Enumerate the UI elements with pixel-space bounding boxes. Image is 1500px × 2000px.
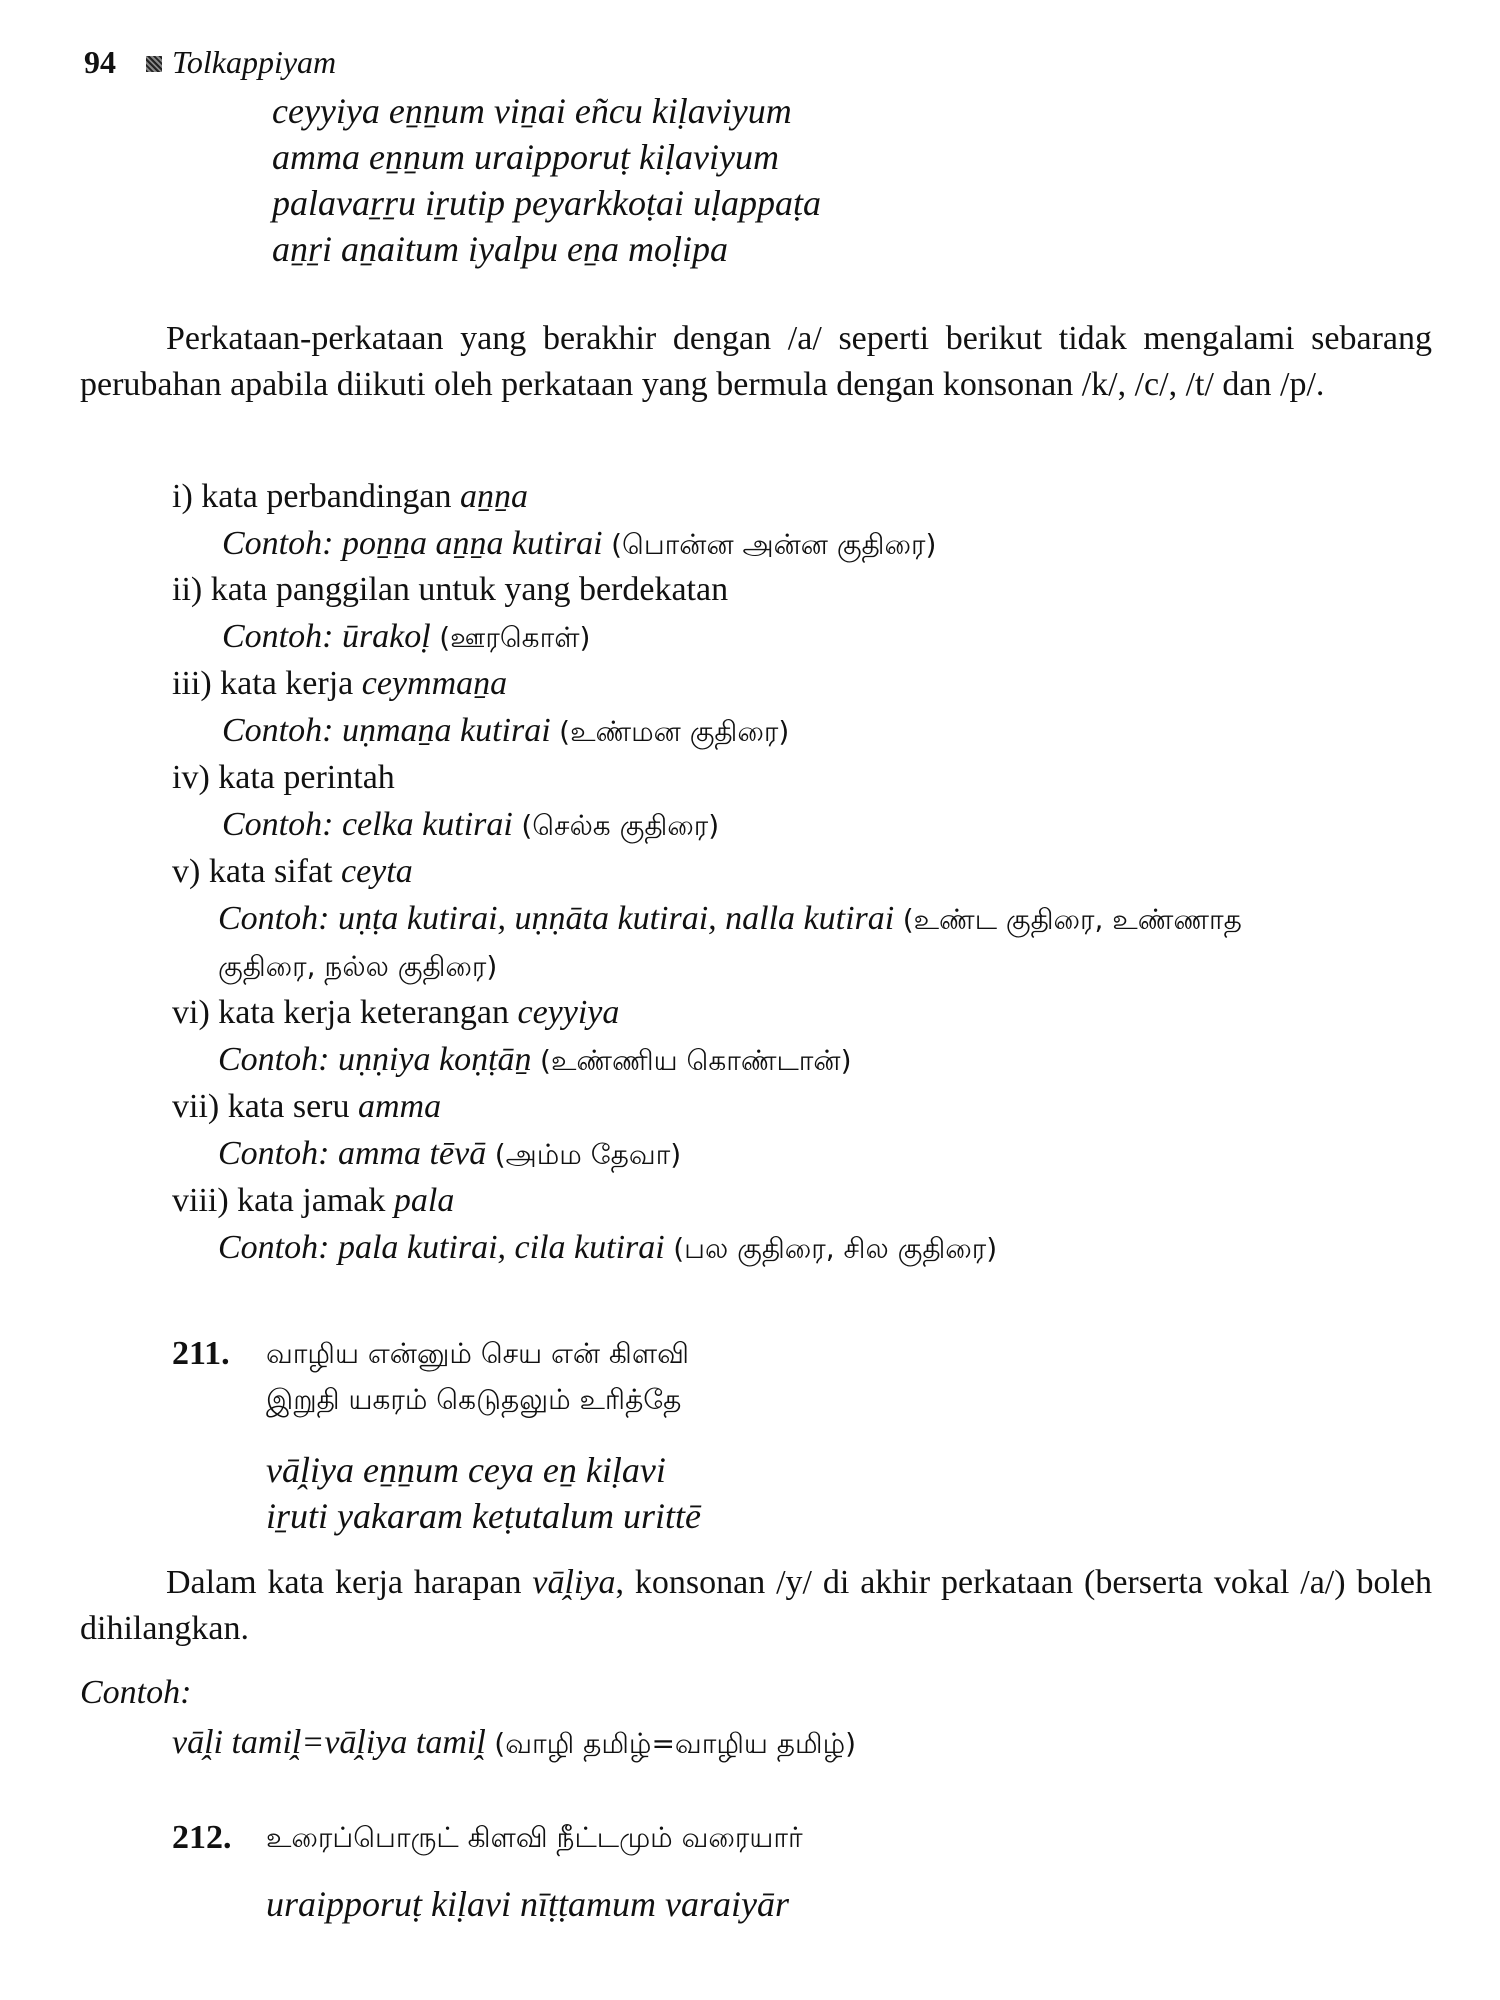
example-translit: uṇṇiya koṇṭāṉ [337,1041,532,1078]
list-item [172,474,528,520]
example-tamil: (உண்ட குதிரை, உண்ணாத [902,903,1242,936]
paragraph-term: vāḽiya [532,1564,616,1601]
example-line [222,614,590,661]
section-number: 211. [172,1335,230,1372]
section-number: 212. [172,1819,232,1856]
example-translit: pala kutirai, cila kutirai [337,1229,665,1266]
example-tamil: (உண்ணிய கொண்டான்) [540,1044,852,1077]
example-translit: amma tēvā [337,1135,487,1172]
example-tamil: (வாழி தமிழ்=வாழிய தமிழ்) [494,1727,857,1760]
item-label: vii) kata seru [172,1088,358,1125]
verse-line: ceyyiya eṉṉum viṉai eñcu kiḷaviyum [272,91,792,131]
list-item [172,849,413,895]
example-line [222,708,789,755]
book-title: Tolkappiyam [172,44,337,80]
list-item [172,1178,454,1224]
list-item [172,661,507,707]
item-label: iii) kata kerja [172,665,362,702]
example-line [218,896,1242,943]
paragraph-part: Dalam kata kerja harapan [166,1564,533,1601]
example-tamil: (ஊரகொள்) [439,621,591,654]
translit-verse-line: vāḽiya eṉṉum ceya eṉ kiḷavi [266,1450,666,1490]
item-term: pala [393,1182,455,1219]
paragraph-part: , konsonan /y/ di akhir perkataan (berserta vokal /a/) boleh dihilangkan. [80,1564,1432,1647]
example-tamil: (பொன்ன அன்ன குதிரை) [611,528,937,561]
explanation-paragraph [80,1560,1432,1652]
list-item [172,990,619,1036]
item-term: aṉṉa [459,478,528,515]
example-line [222,521,936,568]
contoh-label: Contoh: [218,1041,330,1078]
ornament-icon [146,56,162,72]
example-line-continued [218,943,497,990]
example-translit: celka kutirai [341,806,513,843]
contoh-label: Contoh: [218,1135,330,1172]
verse-line: palavaṟṟu iṟutip peyarkkoṭai uḷappaṭa [272,183,821,223]
contoh-label: Contoh: [218,1229,330,1266]
tamil-verse-line: இறுதி யகரம் கெடுதலும் உரித்தே [266,1383,682,1416]
example-translit: uṇṭa kutirai, uṇṇāta kutirai, nalla kutirai [337,900,895,937]
example-translit: poṉṉa aṉṉa kutirai [341,525,603,562]
example-tamil: குதிரை, நல்ல குதிரை) [218,950,498,983]
tamil-verse-line: உரைப்பொருட் கிளவி நீட்டமும் வரையார் [266,1821,803,1854]
item-label: vi) kata kerja keterangan [172,994,518,1031]
page-number: 94 [84,44,116,80]
tamil-verse-line: வாழிய என்னும் செய என் கிளவி [266,1337,689,1370]
item-term: amma [358,1088,442,1125]
item-label: iv) kata perintah [172,759,395,796]
example-line [222,802,719,849]
item-label: viii) kata jamak [172,1182,394,1219]
item-label: i) kata perbandingan [172,478,460,515]
contoh-label: Contoh: [218,900,330,937]
item-term: ceyyiya [517,994,620,1031]
verse-line: amma eṉṉum uraipporuṭ kiḷaviyum [272,137,779,177]
translit-verse-line: uraipporuṭ kiḷavi nīṭṭamum varaiyār [266,1884,789,1924]
example-line [218,1131,681,1178]
item-term: ceyta [341,853,413,890]
example-tamil: (உண்மன குதிரை) [559,715,790,748]
item-label: v) kata sifat [172,853,341,890]
translit-verse-line: iṟuti yakaram keṭutalum urittē [266,1496,701,1536]
explanation-paragraph [80,316,1432,408]
verse-line: aṉṟi aṉaitum iyalpu eṉa moḷipa [272,229,728,269]
list-item [172,755,395,801]
contoh-label: Contoh: [222,712,334,749]
example-translit: uṇmaṉa kutirai [341,712,551,749]
paragraph-text: Perkataan-perkataan yang berakhir dengan /a/ seperti berikut tidak mengalami sebarang perubahan apabila diikuti oleh perkataan yang bermula dengan konsonan /k/, /c/, /t/ dan /p/. [80,320,1432,403]
paragraph-text [80,1560,1432,1652]
list-item [172,1084,441,1130]
example-translit: vāḽi tamiḽ=vāḽiya tamiḽ [172,1724,486,1761]
list-item [172,567,728,613]
item-term: ceymmaṉa [361,665,508,702]
example-translit: ūrakoḷ [341,618,431,655]
contoh-label: Contoh: [222,618,334,655]
contoh-label: Contoh: [222,525,334,562]
example-tamil: (அம்ம தேவா) [494,1138,682,1171]
example-tamil: (செல்க குதிரை) [521,809,720,842]
example-line [218,1225,997,1272]
example-tamil: (பல குதிரை, சில குதிரை) [673,1232,998,1265]
contoh-label: Contoh: [222,806,334,843]
example-line [172,1720,856,1767]
contoh-heading: Contoh: [80,1674,192,1711]
running-header [84,42,336,82]
item-label: ii) kata panggilan untuk yang berdekatan [172,571,729,608]
example-line [218,1037,852,1084]
